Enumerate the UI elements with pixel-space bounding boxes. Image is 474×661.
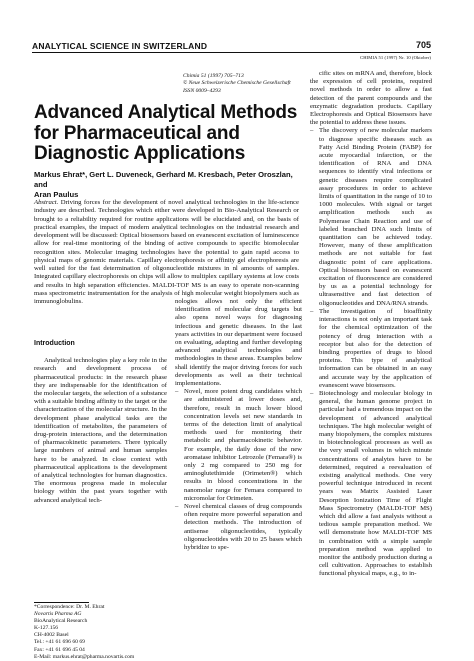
- list-item: – The discovery of new molecular markers to diagnose specific diseases such as Fatty Acid Binding Protein (FABP) for acute myocardial infarction, or the identification of RNA and DNA sequences to identify viral infections or genetic diseases require complicated assay procedures in order to achieve limits of quantitation in the range of 10 to 1000 molecules. With signal or target amplification methods such as Polymerase Chain Reaction and use of labeled branched DNA such limits of quantitation can be achieved today. However, many of these amplification methods are not suitable for fast diagnostic point of care applications. Optical biosensors based on evanescent excitation of fluorescence are considered by us as a potential technology for ultrasensitive and fast detection of oligonucleotides and DNA/RNA strands.: [310, 127, 432, 307]
- authors-line-1: Markus Ehrat*, Gert L. Duveneck, Gerhard M. Kresbach, Peter Oroszlan, and: [34, 170, 293, 189]
- correspondence-email: E-Mail: markus.ehrat@pharma.novartis.com: [34, 653, 135, 660]
- page-number: 705: [415, 40, 431, 50]
- abstract: [34, 199, 299, 306]
- introduction-paragraph: Analytical technologies play a key role in the research and development process of pharmaceutical products: in the research phase they are indispensable for the identification of the molecular targets, the selection of a substance with a suitable binding affinity to the target or the characterization of the molecular structure. In the development phase analytical tasks are the identification of metabolites, the parameters of drug-protein interactions, and the determination of pharmacokinetic parameters. There typically large numbers of animal and human samples have to be analyzed. In close context with pharmaceutical applications is the development of analytical technologies for human diagnostics. The enormous progress made in molecular biology within the past years together with advanced analytical tech-: [34, 357, 167, 504]
- article-title: Advanced Analytical Methods for Pharmaceutical and Diagnostic Applications: [34, 102, 298, 164]
- list-item: – Novel, more potent drug candidates which are administered at lower doses and, therefore, result in much lower blood concentration levels set new standards in terms of the detection limit of analytical methods used for monitoring their metabolic and pharmacokinetic behavior. For example, the daily dose of the new aromatase inhibitor Letrozole (Femara®) is only 2 mg compared to 250 mg for aminoglutethimide (Orimeten®) which results in blood concentrations in the nanomolar range for Femara compared to micromolar for Orimeten.: [175, 388, 302, 503]
- journal-issn: ISSN 0009–4293: [183, 87, 221, 94]
- list-item: – The investigation of bioaffinity interactions is not only an important task for the chemical optimization of the potency of drug interaction with a receptor but also for the detection of binding properties of drugs to blood proteins. This type of analytical information can be obtained in an easy and accurate way by the application of evanescent wave biosensors.: [310, 308, 432, 390]
- column-3-paragraph: cific sites on mRNA and, therefore, block the expression of cell proteins, required novel methods in order to allow a fast detection of the parent compounds and the enzymatic degradation products. Capillary Electrophoresis and Optical Biosensors have the potential to address these issues.: [310, 70, 432, 127]
- correspondence-footnote: [34, 601, 167, 661]
- correspondence-department: BioAnalytical Research: [34, 618, 88, 625]
- chimia-reference: CHIMIA 51 (1997) Nr. 10 (Oktober): [360, 55, 431, 60]
- journal-info: [183, 73, 303, 95]
- column-1: [34, 340, 167, 505]
- introduction-heading: Introduction: [34, 340, 75, 347]
- header-rule: [32, 52, 431, 53]
- list-item: – Novel chemical classes of drug compounds often require more powerful separation and detection methods. The introduction of antisense oligonucleotides, typically oligonucleotides with 20 to 25 bases which hybridize to spe-: [175, 503, 302, 552]
- column-2-paragraph: nologies allows not only the efficient identification of molecular drug targets but also opens novel ways for diagnosing infectious and genetic diseases. In the last years activities in our department were focused on evaluating, adapting and further developing advanced analytical technologies and methodologies in these areas. Examples below shall identify the major driving forces for such developments as well as their technical implementations.: [175, 298, 302, 388]
- list-item: – Biotechnology and molecular biology in general, the human genome project in particular had a tremendous impact on the development of advanced analytical techniques. The high molecular weight of many biopolymers, the complex mixtures in biotechnological processes as well as the very small volumes in which minute concentrations of analytes have to be determined, required a reevaluation of existing analytical methods. One very powerful technique introduced in recent years was Matrix Assisted Laser Desorption Ionization Time of Flight Mass Spectrometry (MALDI-TOF MS) which did allow a fast analysis without a tedious sample preparation method. We will demonstrate how MALDI-TOF MS in combination with a simple sample preparation method was applied to monitor the antibody production during a cell cultivation. Approaches to establish functional physical maps, e.g., to in-: [310, 390, 432, 579]
- abstract-text: Driving forces for the development of novel analytical technologies in the life-science industry are described. Technologies which either were developed in Bio-Analytical Research or brought to a reliability required for routine applications will be elucidated and, on the basis of practical examples, the impact of modern analytical technologies on the industrial research and development will be discussed: Optical biosensors based on evanescent excitation of luminescence allow for real-time monitoring of the binding of active compounds to specific biomolecular recognition sites. Molecular imaging technologies have the potential to gain rapid access to physical maps of genomic materials. Capillary electrophoresis or affinity gel electrophoresis are well suited for the fast determination of oligonucleotide mixtures in nl amounts of samples. Integrated capillary electrophoresis on chips will allow to multiplex capillary systems at low costs and results in high separation efficiencies. MALDI-TOF MS is an easy to operate non-scanning mass spectrometric instrumentation for the analysis of high molecular weight biopolymers such as immunoglobulins.: [34, 199, 299, 305]
- journal-copyright: © Neue Schweizerische Chemische Gesellschaft: [183, 80, 291, 87]
- abstract-label: Abstract.: [34, 199, 59, 206]
- correspondence-name: *Correspondence: Dr. M. Ehrat: [34, 604, 105, 610]
- correspondence-city: CH-4002 Basel: [34, 632, 69, 639]
- article-authors: [34, 170, 299, 200]
- correspondence-fax: Fax: +41 61 696 45 04: [34, 646, 85, 653]
- correspondence-phone: Tel.: +41 61 696 60 69: [34, 639, 85, 646]
- journal-section-header: ANALYTICAL SCIENCE IN SWITZERLAND: [32, 41, 208, 51]
- column-2: [175, 298, 302, 552]
- correspondence-building: K-127.156: [34, 625, 59, 632]
- journal-citation: Chimia 51 (1997) 705–713: [183, 73, 244, 79]
- authors-line-2: Aran Paulus: [34, 190, 79, 199]
- column-3: [310, 70, 432, 579]
- correspondence-company: Novartis Pharma AG: [34, 611, 82, 618]
